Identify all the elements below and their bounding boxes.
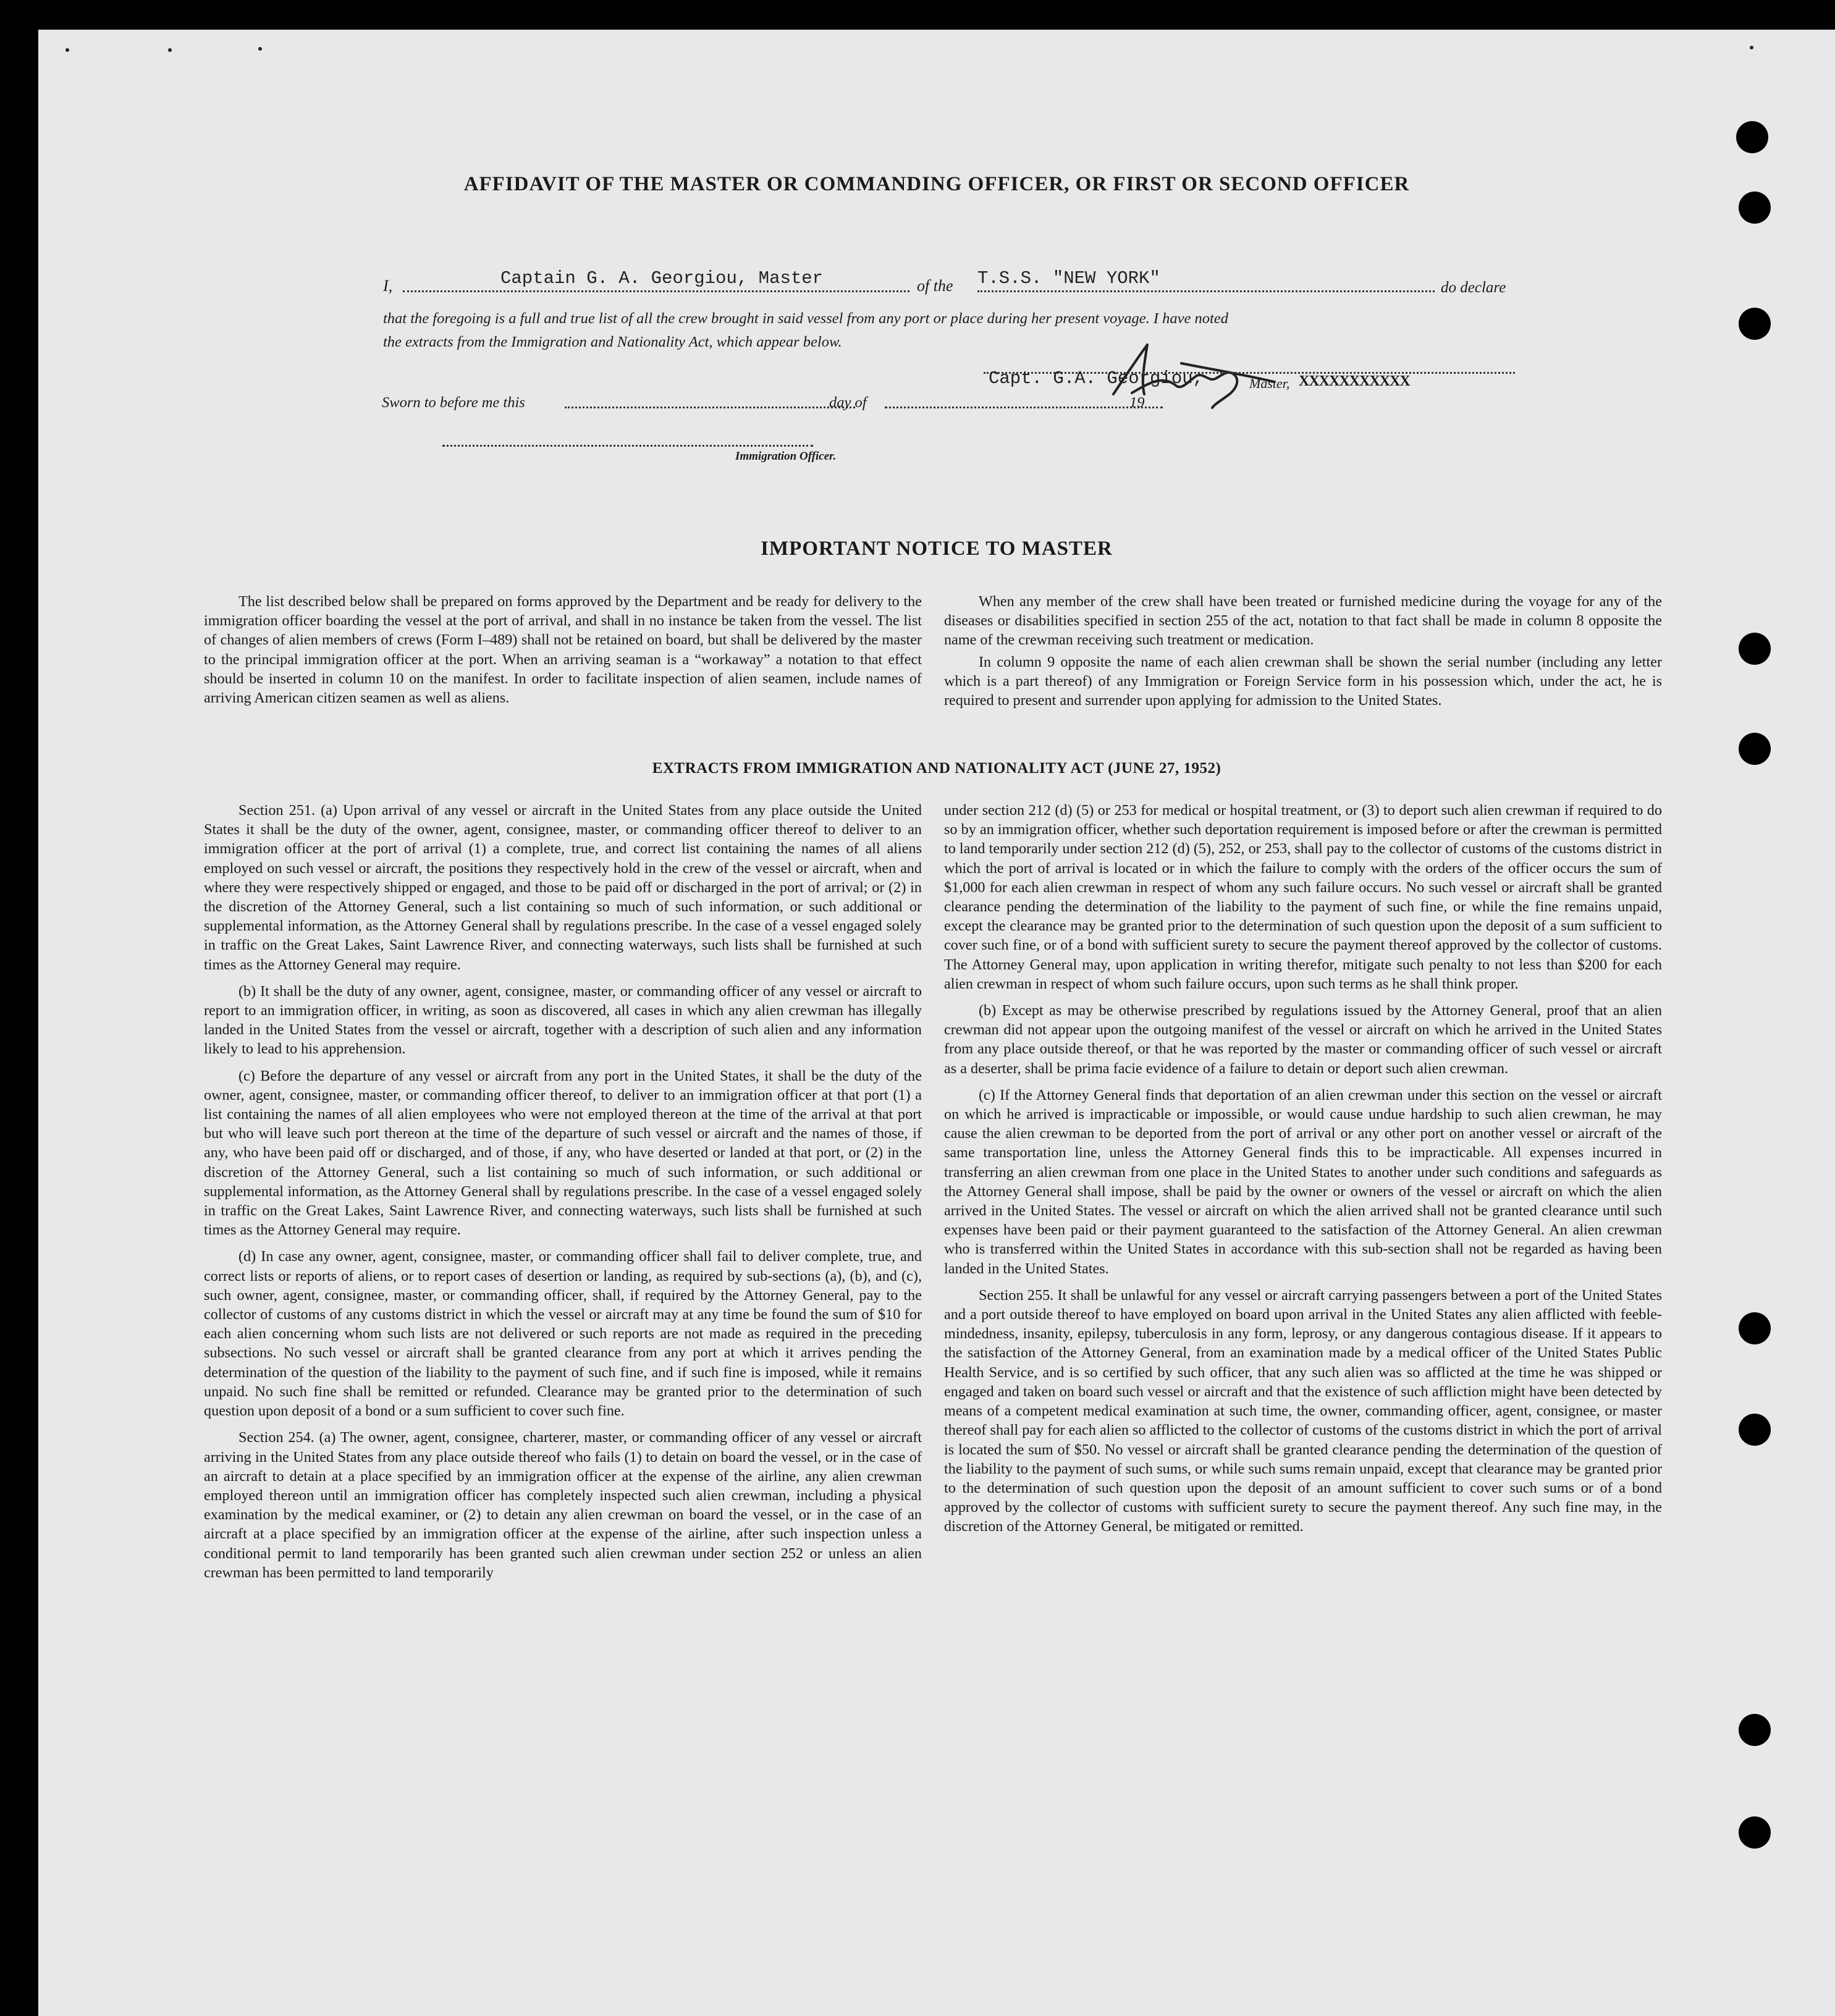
vessel-line [977, 290, 1435, 292]
section-254-a: Section 254. (a) The owner, agent, consignee, charterer, master, or commanding officer of any vessel or aircraft arriving in the United States from any place outside thereof who fails (1) to detain on board the vessel, or in the case of an aircraft to detain at a place specified by an immigration officer at the expense of the airline, any alien crewman employed thereon until an immigration officer has completely inspected such alien crewman, including a physical examination by the medical examiner, or (2) to detain any alien crewman on board the vessel, or in the case of an aircraft at a place specified by an immigration officer at the expense of the airline, after such inspection unless a conditional permit to land temporarily has been granted such alien crewman under section 252 or unless an alien crewman has been permitted to land temporarily [204, 1429, 922, 1581]
extracts-title: EXTRACTS FROM IMMIGRATION AND NATIONALITY ACT (JUNE 27, 1952) [652, 760, 1221, 777]
notice-right-column [944, 592, 1662, 710]
day-of-line [885, 407, 1163, 408]
section-251-a: Section 251. (a) Upon arrival of any vessel or aircraft in the United States from any place outside the United States it shall be the duty of the owner, agent, consignee, master, or commanding officer thereof to deliver to an immigration officer at the port of arrival (1) a complete, true, and correct list containing the names of all aliens employed on such vessel or aircraft, the positions they respectively hold in the crew of the vessel or aircraft, when and where they were respectively shipped or engaged, and those to be paid off or discharged in the port of arrival; or (2) in the discretion of the Attorney General, such a list containing so much of such information, or such additional or supplemental information, as the Attorney General shall by regulations prescribe. In the case of a vessel engaged solely in traffic on the Great Lakes, Saint Lawrence River, and connecting waterways, such lists shall be furnished at such times as the Attorney General may require. [204, 802, 922, 973]
section-254-a-continued: under section 212 (d) (5) or 253 for medical or hospital treatment, or (3) to deport such alien crewman if required to do so by an immigration officer, whether such deportation requirement is imposed before or after the crewman is permitted to land temporarily under section 212 (d) (5), 252, or 253, shall pay to the collector of customs of the customs district in which the port of arrival is located or in which the failure to comply with the orders of the officer occurs the sum of $1,000 for each alien crewman in respect of whom any such failure occurs. No such vessel or aircraft shall be granted clearance pending the determination of the liability to the payment of such fine, or while the fine remains unpaid, except the clearance may be granted prior to the determination of such question upon the deposit of a sum sufficient to cover such fine, or of a bond with sufficient surety to secure the payment thereof approved by the collector of customs. The Attorney General may, upon application in writing therefor, mitigate such penalty to not less than $200 for each alien crewman in respect of whom such failure occurs, upon such terms as he shall think proper. [944, 802, 1662, 992]
declarant-line [403, 290, 909, 292]
notice-title: IMPORTANT NOTICE TO MASTER [761, 538, 1113, 560]
binder-hole [1739, 1312, 1771, 1344]
declarant-name: Captain G. A. Georgiou, Master [500, 268, 824, 289]
binder-hole [1739, 192, 1771, 224]
scan-speck [168, 48, 172, 52]
notice-left-paragraph: The list described below shall be prepared on forms approved by the Department and be ready for delivery to the immigration officer boarding the vessel at the port of arrival, and shall in no instance be taken from the vessel. The list of changes of alien members of crews (Form I–489) shall not be retained on board, but shall be delivered by the master to the principal immigration officer at the port. When an arriving seaman is a “workaway” a notation to that effect should be inserted in column 10 on the manifest. In order to facilitate inspection of alien seamen, include names of arriving American citizen seamen as well as aliens. [204, 593, 922, 707]
scan-speck [65, 48, 69, 52]
binder-hole [1739, 1816, 1771, 1849]
officer-label: Immigration Officer. [735, 450, 837, 463]
binder-hole [1739, 1714, 1771, 1746]
year-prefix: 19 [1129, 394, 1145, 411]
affidavit-statement-1: that the foregoing is a full and true list of all the crew brought in said vessel from any port or place during her present voyage. I have noted [383, 310, 1228, 327]
sworn-label: Sworn to before me this [382, 394, 525, 411]
scan-speck [1750, 46, 1753, 49]
notice-right-paragraph-1: When any member of the crew shall have been treated or furnished medicine during the voyage for any of the diseases or disabilities specified in section 255 of the act, notation to that fact shall be made in column 8 opposite the name of the crewman receiving such treatment or medication. [944, 593, 1662, 649]
i-label: I, [383, 277, 393, 295]
section-251-c: (c) Before the departure of any vessel or aircraft from any port in the United States, it shall be the duty of the owner, agent, consignee, master, or commanding officer thereof, to deliver to an immigration officer at that port (1) a list containing the names of all alien employees who were not employed thereon at the time of the arrival at that port but who will leave such port thereon at the time of the departure of such vessel or aircraft and the names of those, if any, who have been paid off or discharged, and of those, if any, who have deserted or landed at that port, or (2) in the discretion of the Attorney General, such a list containing so much of such information, or such additional or supplemental information, as the Attorney General shall by regulations prescribe. In the case of a vessel engaged solely in traffic on the Great Lakes, Saint Lawrence River, and connecting waterways, such lists shall be furnished at such times as the Attorney General may require. [204, 1067, 922, 1239]
extracts-left-column [204, 801, 922, 1582]
section-254-b: (b) Except as may be otherwise prescribed by regulations issued by the Attorney General, proof that an alien crewman did not appear upon the outgoing manifest of the vessel or aircraft on which he arrived in the United States from any place outside thereof, or that he was reported by the master or commanding officer of such vessel or aircraft as a deserter, shall be prima facie evidence of a failure to detain or deport such alien crewman. [944, 1002, 1662, 1077]
day-of-label: day of [829, 394, 867, 411]
notice-left-column [204, 592, 922, 707]
document-page [38, 30, 1835, 2016]
vessel-name: T.S.S. "NEW YORK" [977, 268, 1160, 289]
extracts-right-column [944, 801, 1662, 1537]
master-label: Master, [1249, 376, 1290, 391]
section-251-d: (d) In case any owner, agent, consignee, master, or commanding officer shall fail to deliver complete, true, and correct lists or reports of aliens, or to report cases of desertion or landing, as required by sub-sections (a), (b), and (c), such owner, agent, consignee, master, or commanding officer, shall, if required by the Attorney General, pay to the collector of customs of any customs district in which the vessel or aircraft may at any time be found the sum of $10 for each alien concerning whom such lists are not delivered or such reports are not made as required in the preceding subsections. No such vessel or aircraft shall be granted clearance from any port at which it arrives pending the determination of the question of the liability to the payment of such fine, and if such fine is imposed, while it remains unpaid. No such fine shall be remitted or refunded. Clearance may be granted prior to the determination of such question upon deposit of a bond or a sum sufficient to cover such fine. [204, 1248, 922, 1420]
affidavit-title: AFFIDAVIT OF THE MASTER OR COMMANDING OFFICER, OR FIRST OR SECOND OFFICER [463, 173, 1410, 195]
of-the-label: of the [917, 277, 953, 295]
binder-hole [1739, 1414, 1771, 1446]
signed-name: Capt. G.A. Georgiou, [989, 368, 1204, 389]
binder-hole [1739, 633, 1771, 665]
do-declare-label: do declare [1441, 279, 1506, 296]
notice-right-paragraph-2: In column 9 opposite the name of each alien crewman shall be shown the serial number (including any letter which is a part thereof) of any Immigration or Foreign Service form in his possession which, under the act, he is required to present and surrender upon applying for admission to the United States. [944, 653, 1662, 709]
sworn-date-line [565, 407, 855, 408]
binder-hole [1736, 121, 1768, 153]
section-254-c: (c) If the Attorney General finds that deportation of an alien crewman under this section on the vessel or aircraft on which he arrived is impracticable or impossible, or would cause undue hardship to such alien crewman, he may cause the alien crewman to be deported from the port of arrival or any other port on another vessel or aircraft of the same transportation line, unless the Attorney General finds this to be impracticable. All expenses incurred in transferring an alien crewman from one place in the United States to another under such conditions and safeguards as the Attorney General shall impose, shall be paid by the owner or owners of the vessel or aircraft on which the alien arrived in the United States. The vessel or aircraft on which the alien arrived shall not be granted clearance until such expenses have been paid or their payment guaranteed to the satisfaction of the Attorney General. An alien crewman who is transferred within the United States in accordance with this sub-section shall not be regarded as having been landed in the United States. [944, 1086, 1662, 1277]
affidavit-statement-2: the extracts from the Immigration and Nationality Act, which appear below. [383, 334, 842, 350]
section-251-b: (b) It shall be the duty of any owner, agent, consignee, master, or commanding officer of any vessel or aircraft to report to an immigration officer, in writing, as soon as discovered, all cases in which any alien crewman has illegally landed in the United States from the vessel or aircraft, together with a description of such alien and any information likely to lead to his apprehension. [204, 982, 922, 1058]
officer-signature-line [442, 445, 813, 447]
struck-title: XXXXXXXXXXX [1299, 373, 1410, 389]
scan-speck [258, 47, 262, 51]
section-255: Section 255. It shall be unlawful for any vessel or aircraft carrying passengers between a port of the United States and a port outside thereof to have employed on board upon arrival in the United States any alien afflicted with feeble-mindedness, insanity, epilepsy, tuberculosis in any form, leprosy, or any dangerous contagious disease. If it appears to the satisfaction of the Attorney General, from an examination made by a medical officer of the United States Public Health Service, and is so certified by such officer, that any such alien was so afflicted at the time he was shipped or engaged and taken on board such vessel or aircraft and that the existence of such affliction might have been detected by means of a competent medical examination at such time, the owner, commanding officer, agent, consignee, or master thereof shall pay for each alien so afflicted to the collector of customs of the customs district in which the port of arrival is located the sum of $50. No vessel or aircraft shall be granted clearance pending the determination of the question of the liability to the payment of such sums, or while such sums remain unpaid, except that clearance may be granted prior to the determination of such question upon the deposit of an amount sufficient to cover such sums or of a bond approved by the collector of customs with sufficient surety to secure the payment thereof. Any such fine may, in the discretion of the Attorney General, be mitigated or remitted. [944, 1286, 1662, 1535]
